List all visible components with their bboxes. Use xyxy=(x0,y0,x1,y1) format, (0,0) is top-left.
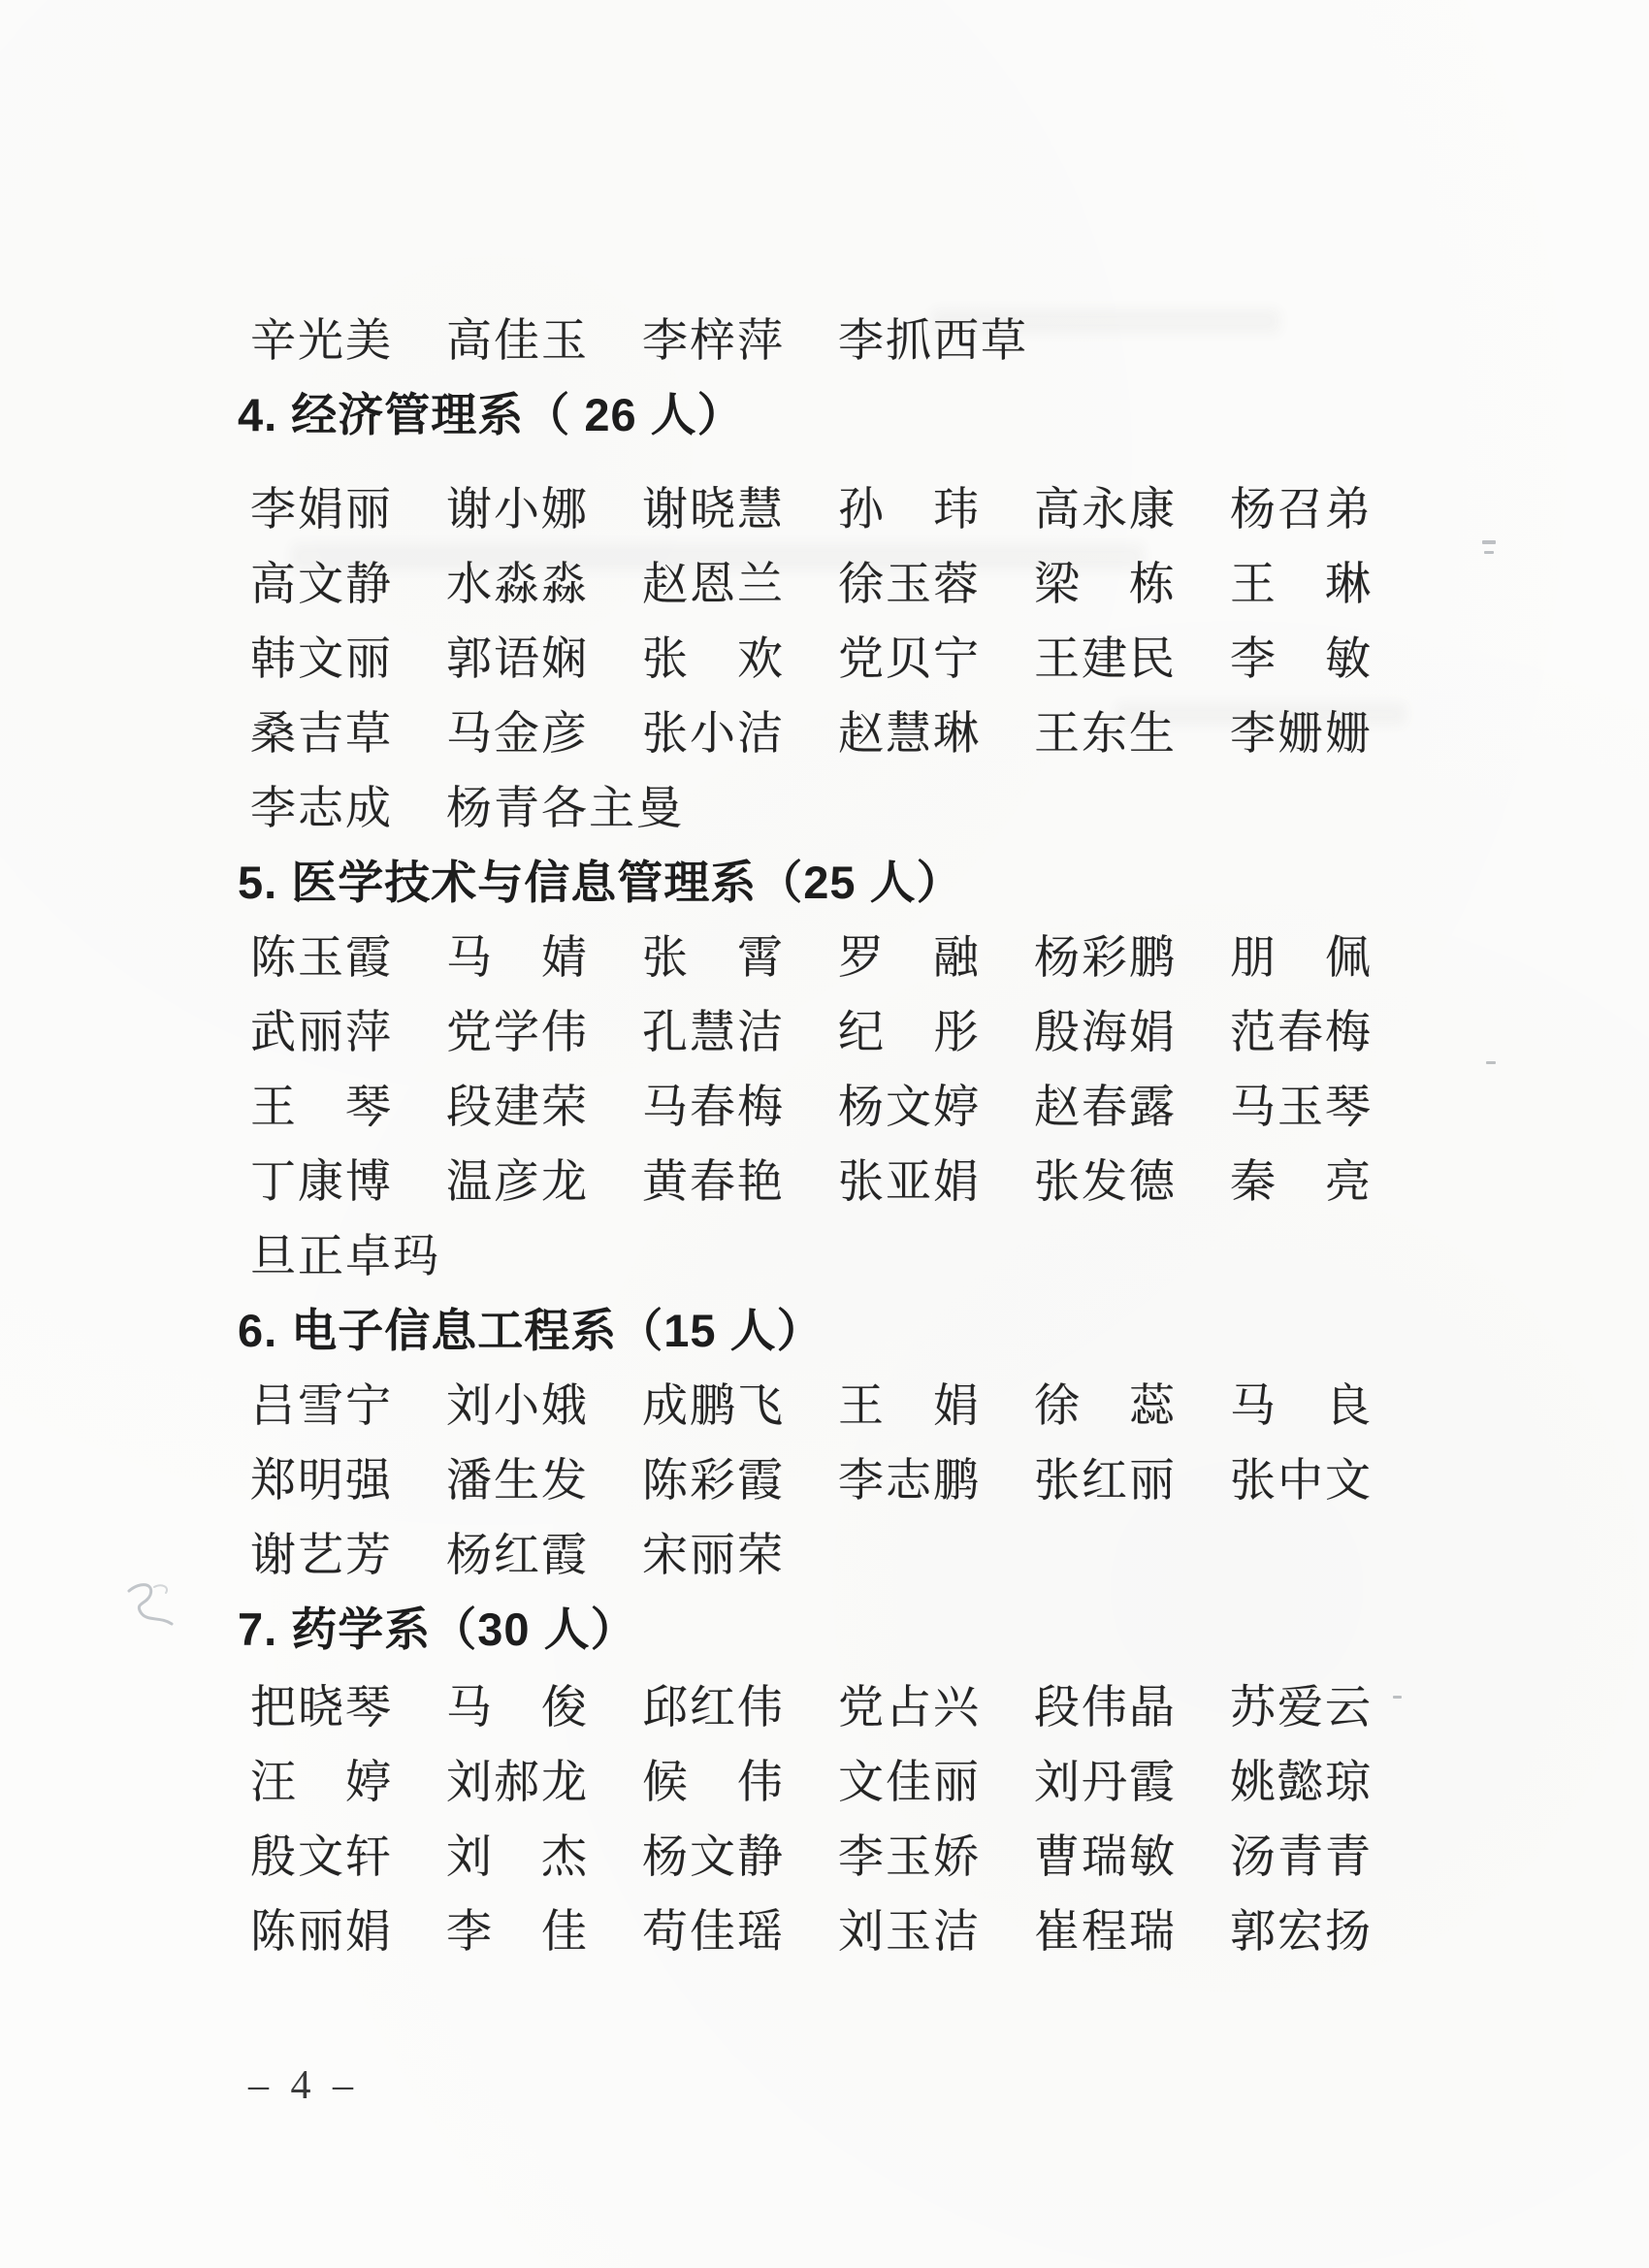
section-name-rows xyxy=(250,1380,1608,1604)
person-name: 王东生 xyxy=(1034,709,1177,760)
person-name: 王 娟 xyxy=(838,1381,981,1432)
section-medical-tech-info-management xyxy=(238,857,1608,1306)
person-name: 党贝宁 xyxy=(838,634,981,685)
section-heading: 5. 医学技术与信息管理系（25 人） xyxy=(238,857,963,908)
name-row xyxy=(250,1082,1608,1156)
person-name: 陈玉霞 xyxy=(250,933,393,984)
person-name: 邱红伟 xyxy=(642,1683,785,1733)
person-name: 桑吉草 xyxy=(250,709,393,760)
person-name: 罗 融 xyxy=(838,933,981,984)
name-row xyxy=(250,1455,1608,1530)
person-name: 高佳玉 xyxy=(446,316,589,367)
person-name: 苟佳瑶 xyxy=(642,1907,785,1958)
name-row xyxy=(250,559,1608,633)
person-name: 谢艺芳 xyxy=(250,1531,393,1581)
section-pharmacy xyxy=(238,1604,1608,1981)
person-name: 孙 玮 xyxy=(838,485,981,535)
document-body xyxy=(238,315,1608,2109)
section-name-rows xyxy=(250,1682,1608,1981)
person-name: 汤青青 xyxy=(1230,1832,1373,1883)
person-name: 孔慧洁 xyxy=(642,1008,785,1058)
person-name: 马 俊 xyxy=(446,1683,589,1733)
person-name: 宋丽荣 xyxy=(642,1531,785,1581)
person-name: 姚懿琼 xyxy=(1230,1758,1373,1808)
name-row xyxy=(250,783,1608,858)
person-name: 杨红霞 xyxy=(446,1531,589,1581)
person-name: 谢小娜 xyxy=(446,485,589,535)
person-name: 殷文轩 xyxy=(250,1832,393,1883)
person-name: 郑明强 xyxy=(250,1456,393,1507)
person-name: 旦正卓玛 xyxy=(250,1232,440,1282)
person-name: 把晓琴 xyxy=(250,1683,393,1733)
section-economics-management xyxy=(238,389,1608,858)
section-name-rows xyxy=(250,932,1608,1306)
name-row xyxy=(250,1231,1608,1306)
person-name: 郭语娴 xyxy=(446,634,589,685)
name-row xyxy=(250,484,1608,559)
name-row xyxy=(250,708,1608,783)
person-name: 李娟丽 xyxy=(250,485,393,535)
name-row xyxy=(250,932,1608,1007)
person-name: 赵恩兰 xyxy=(642,560,785,610)
ink-smudge xyxy=(121,1573,199,1632)
person-name: 张中文 xyxy=(1230,1456,1373,1507)
person-name: 李 佳 xyxy=(446,1907,589,1958)
person-name: 黄春艳 xyxy=(642,1157,785,1208)
person-name: 马玉琴 xyxy=(1230,1083,1373,1133)
person-name: 水淼淼 xyxy=(446,560,589,610)
person-name: 马 良 xyxy=(1230,1381,1373,1432)
person-name: 段伟晶 xyxy=(1034,1683,1177,1733)
person-name: 党学伟 xyxy=(446,1008,589,1058)
person-name: 梁 栋 xyxy=(1034,560,1177,610)
person-name: 曹瑞敏 xyxy=(1034,1832,1177,1883)
person-name: 刘小娥 xyxy=(446,1381,589,1432)
person-name: 杨文静 xyxy=(642,1832,785,1883)
name-row-continuation xyxy=(250,315,1608,390)
person-name: 秦 亮 xyxy=(1230,1157,1373,1208)
person-name: 马春梅 xyxy=(642,1083,785,1133)
person-name: 郭宏扬 xyxy=(1230,1907,1373,1958)
person-name: 陈彩霞 xyxy=(642,1456,785,1507)
person-name: 马金彦 xyxy=(446,709,589,760)
section-heading: 7. 药学系（30 人） xyxy=(238,1604,637,1655)
person-name: 赵慧琳 xyxy=(838,709,981,760)
person-name: 李玉娇 xyxy=(838,1832,981,1883)
section-heading: 4. 经济管理系（ 26 人） xyxy=(238,389,744,440)
person-name: 韩文丽 xyxy=(250,634,393,685)
person-name: 李姗姗 xyxy=(1230,709,1373,760)
person-name: 杨召弟 xyxy=(1230,485,1373,535)
person-name: 崔程瑞 xyxy=(1034,1907,1177,1958)
section-heading: 6. 电子信息工程系（15 人） xyxy=(238,1305,824,1356)
person-name: 刘郝龙 xyxy=(446,1758,589,1808)
person-name: 赵春露 xyxy=(1034,1083,1177,1133)
person-name: 潘生发 xyxy=(446,1456,589,1507)
person-name: 李 敏 xyxy=(1230,634,1373,685)
person-name: 殷海娟 xyxy=(1034,1008,1177,1058)
person-name: 杨彩鹏 xyxy=(1034,933,1177,984)
person-name: 李抓西草 xyxy=(838,316,1028,367)
name-row xyxy=(250,1906,1608,1981)
person-name: 高永康 xyxy=(1034,485,1177,535)
person-name: 段建荣 xyxy=(446,1083,589,1133)
person-name: 武丽萍 xyxy=(250,1008,393,1058)
person-name: 朋 佩 xyxy=(1230,933,1373,984)
name-row xyxy=(250,1757,1608,1831)
person-name: 马 婧 xyxy=(446,933,589,984)
person-name: 高文静 xyxy=(250,560,393,610)
person-name: 纪 彤 xyxy=(838,1008,981,1058)
person-name: 汪 婷 xyxy=(250,1758,393,1808)
person-name: 党占兴 xyxy=(838,1683,981,1733)
person-name: 候 伟 xyxy=(642,1758,785,1808)
section-electronic-info-engineering xyxy=(238,1305,1608,1604)
person-name: 陈丽娟 xyxy=(250,1907,393,1958)
name-row xyxy=(250,1007,1608,1082)
person-name: 张发德 xyxy=(1034,1157,1177,1208)
name-row xyxy=(250,1682,1608,1757)
person-name: 李志成 xyxy=(250,784,393,834)
person-name: 张 霄 xyxy=(642,933,785,984)
person-name: 张亚娟 xyxy=(838,1157,981,1208)
person-name: 王 琴 xyxy=(250,1083,393,1133)
person-name: 王 琳 xyxy=(1230,560,1373,610)
person-name: 辛光美 xyxy=(250,316,393,367)
person-name: 张小洁 xyxy=(642,709,785,760)
person-name: 杨青各主曼 xyxy=(446,784,684,834)
page-number: – 4 – xyxy=(248,2063,359,2108)
section-name-rows xyxy=(250,484,1608,858)
name-row xyxy=(250,1380,1608,1455)
name-row xyxy=(250,1530,1608,1604)
person-name: 李志鹏 xyxy=(838,1456,981,1507)
person-name: 徐玉蓉 xyxy=(838,560,981,610)
person-name: 成鹏飞 xyxy=(642,1381,785,1432)
person-name: 文佳丽 xyxy=(838,1758,981,1808)
person-name: 杨文婷 xyxy=(838,1083,981,1133)
person-name: 徐 蕊 xyxy=(1034,1381,1177,1432)
person-name: 谢晓慧 xyxy=(642,485,785,535)
name-row xyxy=(250,1156,1608,1231)
person-name: 丁康博 xyxy=(250,1157,393,1208)
person-name: 苏爱云 xyxy=(1230,1683,1373,1733)
person-name: 温彦龙 xyxy=(446,1157,589,1208)
person-name: 李梓萍 xyxy=(642,316,785,367)
person-name: 刘丹霞 xyxy=(1034,1758,1177,1808)
name-row xyxy=(250,1831,1608,1906)
person-name: 张红丽 xyxy=(1034,1456,1177,1507)
person-name: 张 欢 xyxy=(642,634,785,685)
person-name: 吕雪宁 xyxy=(250,1381,393,1432)
person-name: 王建民 xyxy=(1034,634,1177,685)
name-row xyxy=(250,633,1608,708)
person-name: 刘玉洁 xyxy=(838,1907,981,1958)
person-name: 刘 杰 xyxy=(446,1832,589,1883)
person-name: 范春梅 xyxy=(1230,1008,1373,1058)
